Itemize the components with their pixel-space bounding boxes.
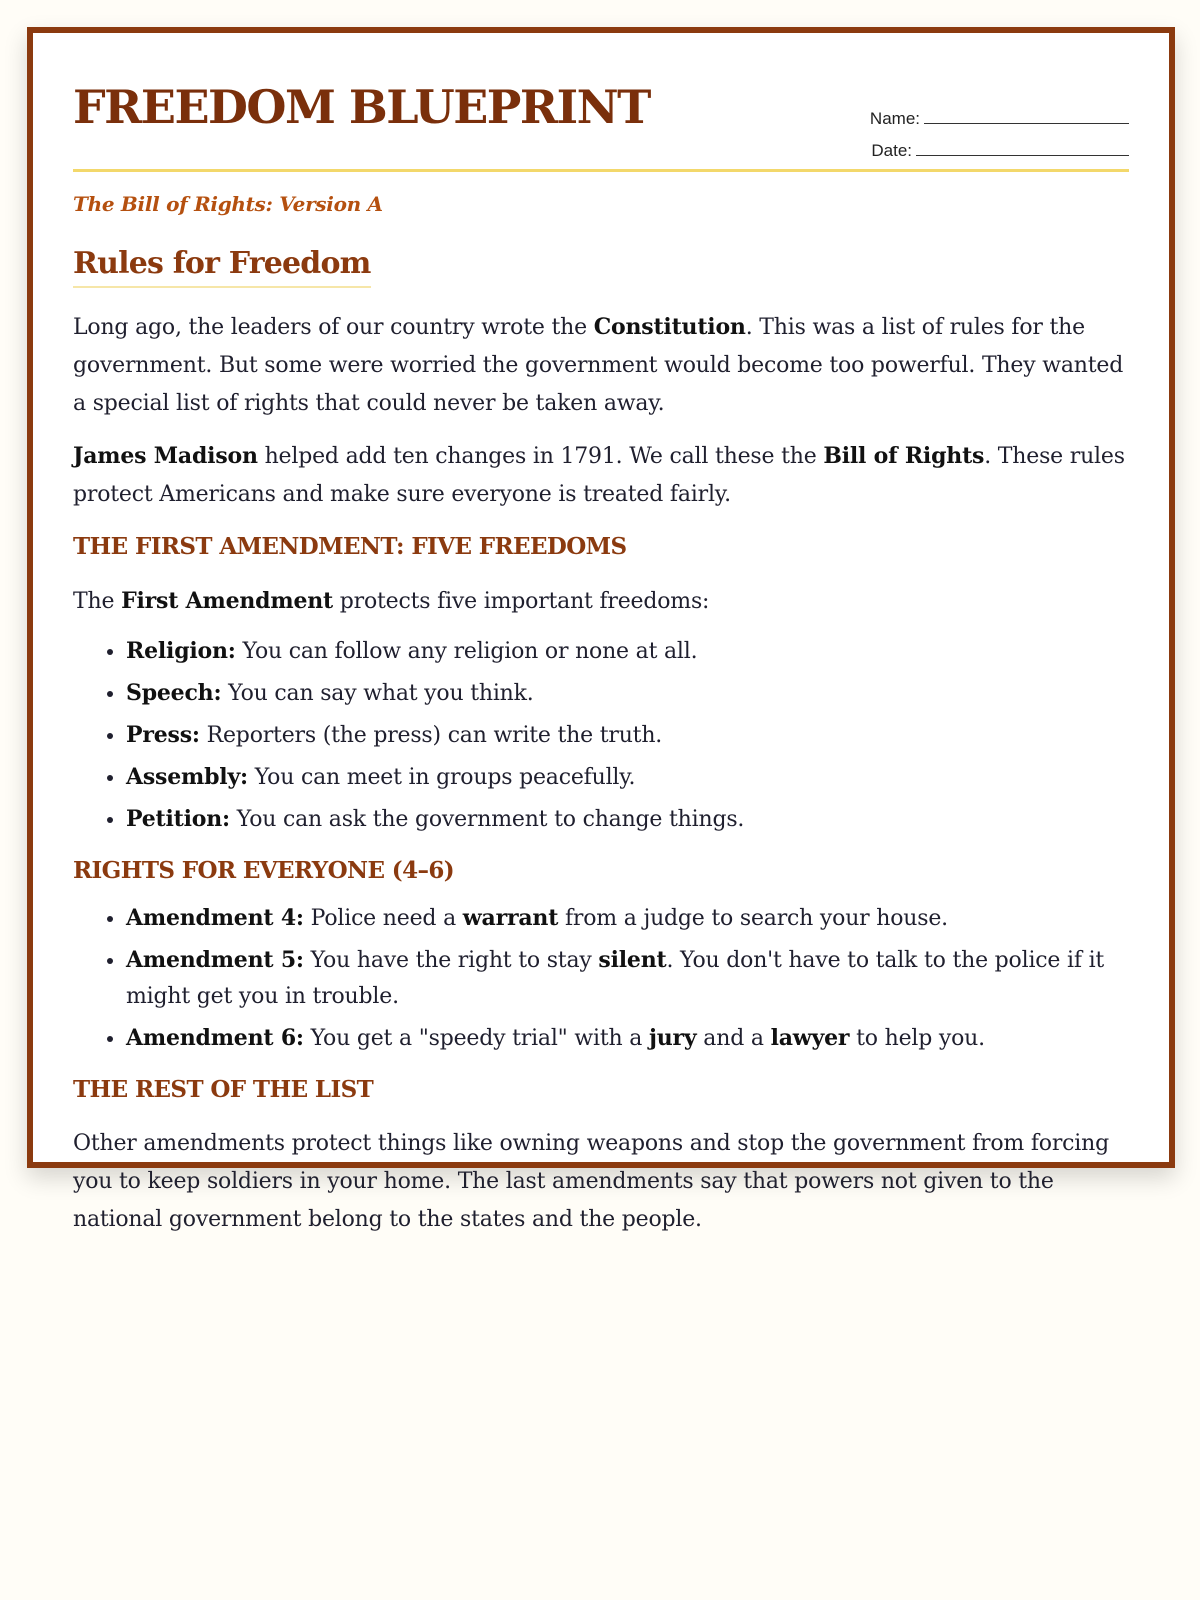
subtitle: The Bill of Rights: Version A: [73, 192, 383, 216]
name-row: [870, 103, 1129, 135]
list-item: [126, 900, 1129, 937]
term-first-amendment: First Amendment: [121, 588, 333, 614]
term-jury: jury: [648, 1025, 697, 1051]
list-item: [126, 717, 1129, 754]
item-text: to help you.: [849, 1026, 985, 1051]
item-text: You get a "speedy trial" with a: [303, 1026, 649, 1051]
student-info: [870, 103, 1129, 167]
text-run: Long ago, the leaders of our country wrote the: [73, 315, 594, 340]
intro-paragraph-2: [73, 437, 1129, 514]
list-item: [126, 1020, 1129, 1057]
rights-for-everyone-heading: RIGHTS FOR EVERYONE (4–6): [73, 857, 455, 884]
page-title: FREEDOM BLUEPRINT: [73, 80, 650, 134]
date-blank[interactable]: [916, 143, 1129, 156]
name-label: Name:: [869, 109, 920, 128]
worksheet: [27, 27, 1175, 1232]
rest-of-list-heading: THE REST OF THE LIST: [73, 1076, 374, 1103]
item-text: from a judge to search your house.: [558, 906, 948, 931]
item-term: Amendment 6:: [126, 1025, 304, 1051]
item-term: Amendment 5:: [126, 947, 304, 973]
item-text: You can say what you think.: [221, 681, 534, 706]
item-term: Press:: [126, 722, 200, 748]
text-run: protects five important freedoms:: [333, 589, 710, 614]
list-item: [126, 675, 1129, 712]
term-constitution: Constitution: [593, 314, 746, 340]
rest-paragraph: Other amendments protect things like owning weapons and stop the government from forcing you to keep soldiers in your home. The last amendments say that powers not given to the national government belong to the states and the people.: [73, 1131, 1109, 1232]
item-text: You can follow any religion or none at all.: [235, 639, 698, 664]
text-run: helped add ten changes in 1791. We call these the: [257, 444, 824, 469]
item-term: Speech:: [126, 680, 222, 706]
term-silent: silent: [598, 947, 667, 973]
item-text: and a: [696, 1026, 771, 1051]
list-item: [126, 633, 1129, 670]
text-run: . This was a list of rules for the government. But some were worried the government would become too powerful. They wanted a special list of rights that could never be taken away.: [73, 315, 1124, 416]
item-text: Police need a: [303, 906, 463, 931]
date-row: [870, 135, 1129, 167]
first-amendment-intro: [73, 582, 1129, 621]
date-label: Date:: [871, 141, 912, 160]
item-term: Amendment 4:: [126, 905, 304, 931]
term-lawyer: lawyer: [770, 1025, 850, 1051]
list-item: [126, 759, 1129, 796]
name-blank[interactable]: [924, 111, 1129, 124]
text-run: The: [73, 589, 122, 614]
item-text: You can ask the government to change things.: [229, 807, 745, 832]
item-text: . You don't have to talk to the police if it might get you in trouble.: [126, 948, 1105, 1009]
term-james-madison: James Madison: [73, 443, 258, 469]
item-term: Religion:: [126, 638, 236, 664]
first-amendment-heading: THE FIRST AMENDMENT: FIVE FREEDOMS: [73, 533, 627, 560]
term-warrant: warrant: [462, 905, 559, 931]
freedoms-list: [73, 633, 1129, 838]
term-bill-of-rights: Bill of Rights: [823, 443, 985, 469]
text-run: . These rules protect Americans and make sure everyone is treated fairly.: [73, 444, 1125, 507]
section-title: Rules for Freedom: [73, 244, 371, 288]
intro-paragraph-1: [73, 308, 1129, 423]
amendments-list: [73, 900, 1129, 1057]
item-text: Reporters (the press) can write the truth.: [199, 723, 663, 748]
list-item: [126, 801, 1129, 838]
worksheet-header: [73, 33, 1129, 172]
item-term: Petition:: [126, 806, 230, 832]
item-text: You have the right to stay: [303, 948, 599, 973]
list-item: [126, 942, 1129, 1015]
item-term: Assembly:: [126, 764, 248, 790]
item-text: You can meet in groups peacefully.: [247, 765, 636, 790]
